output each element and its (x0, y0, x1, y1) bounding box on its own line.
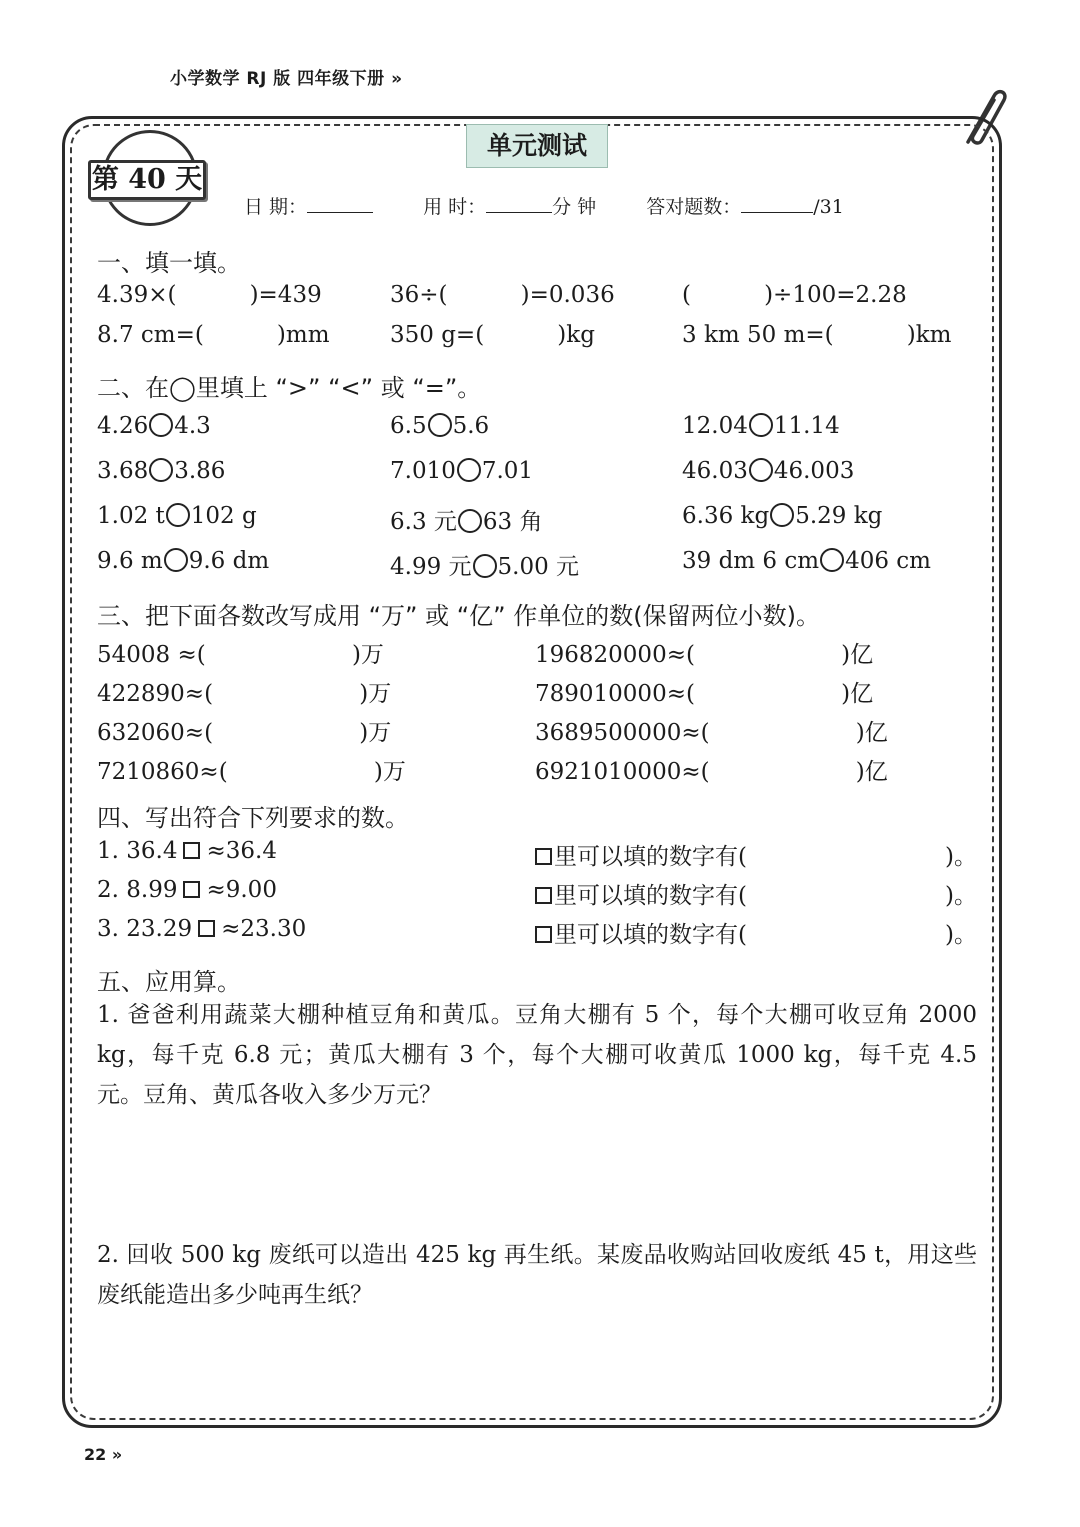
convert-row (97, 675, 977, 707)
compare-circle[interactable] (166, 503, 190, 527)
digit-answer-end[interactable]: )。 (945, 922, 977, 948)
compare-right: 102 g (190, 503, 257, 529)
compare-left: 39 dm 6 cm (682, 548, 820, 574)
digit-prompt: 里可以填的数字有( (554, 844, 747, 870)
section3-heading: 三、把下面各数改写成用 “万” 或 “亿” 作单位的数(保留两位小数)。 (97, 602, 820, 630)
digit-answer-end[interactable]: )。 (945, 883, 977, 909)
fill-item[interactable]: 350 g=( )kg (390, 322, 595, 348)
compare-right: 7.01 (481, 458, 534, 484)
digit-box[interactable] (183, 881, 200, 898)
convert-item[interactable]: 422890≈( )万 (97, 681, 392, 707)
compare-left: 46.03 (682, 458, 748, 484)
digit-item (97, 838, 277, 864)
digit-box[interactable] (198, 920, 215, 937)
digit-box-ref (535, 887, 552, 904)
digit-approx: ≈9.00 (206, 877, 277, 903)
fill-item[interactable]: 4.39×( )=439 (97, 282, 322, 308)
digit-number: 1. 36.4 (97, 838, 178, 864)
compare-left: 4.99 元 (390, 554, 472, 580)
compare-row (97, 413, 977, 445)
compare-item (390, 548, 579, 581)
section2-heading: 二、在◯里填上 “>” “<” 或 “=”。 (97, 374, 482, 402)
compare-circle[interactable] (458, 509, 482, 533)
word-problem-1: 1. 爸爸利用蔬菜大棚种植豆角和黄瓜。豆角大棚有 5 个，每个大棚可收豆角 2000 kg，每千克 6.8 元；黄瓜大棚有 3 个，每个大棚可收黄瓜 1000 kg，每千克 4.5 元。豆角、黄瓜各收入多少万元？ (97, 1002, 977, 1108)
compare-right: 46.003 (773, 458, 855, 484)
compare-item (682, 413, 840, 439)
digit-row (97, 916, 977, 948)
compare-row (97, 503, 977, 535)
compare-circle[interactable] (749, 458, 773, 482)
convert-item[interactable]: 6921010000≈( )亿 (535, 759, 888, 785)
compare-item (682, 548, 931, 574)
compare-circle[interactable] (164, 548, 188, 572)
digit-row (97, 838, 977, 870)
digit-prompt: 里可以填的数字有( (554, 922, 747, 948)
time-label: 用 时： (423, 196, 487, 218)
word-problem-2: 2. 回收 500 kg 废纸可以造出 425 kg 再生纸。某废品收购站回收废纸 45 t，用这些废纸能造出多少吨再生纸？ (97, 1242, 977, 1308)
time-unit: 分 钟 (552, 196, 597, 218)
compare-left: 6.36 kg (682, 503, 770, 529)
compare-right: 5.29 kg (795, 503, 883, 529)
compare-left: 6.5 (390, 413, 427, 439)
compare-item (390, 458, 533, 484)
digit-number: 3. 23.29 (97, 916, 193, 942)
digit-prompt: 里可以填的数字有( (554, 883, 747, 909)
compare-right: 406 cm (845, 548, 931, 574)
running-header: 小学数学 RJ 版 四年级下册 » (170, 69, 403, 89)
digit-number: 2. 8.99 (97, 877, 178, 903)
compare-item (682, 503, 882, 529)
digit-approx: ≈23.30 (221, 916, 307, 942)
compare-right: 11.14 (773, 413, 840, 439)
score-field[interactable] (741, 194, 813, 213)
convert-item[interactable]: 789010000≈( )亿 (535, 681, 874, 707)
section4-heading: 四、写出符合下列要求的数。 (97, 804, 409, 832)
section1-heading: 一、填一填。 (97, 249, 241, 277)
score-label: 答对题数： (646, 196, 742, 218)
compare-circle[interactable] (149, 458, 173, 482)
digit-box-ref (535, 926, 552, 943)
score-total: /31 (813, 196, 844, 218)
compare-right: 3.86 (174, 458, 226, 484)
compare-item (390, 503, 542, 536)
compare-row (97, 458, 977, 490)
fill-item[interactable]: 36÷( )=0.036 (390, 282, 615, 308)
compare-left: 1.02 t (97, 503, 165, 529)
date-field[interactable] (307, 194, 373, 213)
compare-right: 9.6 dm (188, 548, 270, 574)
compare-circle[interactable] (428, 413, 452, 437)
compare-item (390, 413, 489, 439)
section1-row (97, 282, 977, 314)
compare-item (682, 458, 854, 484)
compare-circle[interactable] (473, 554, 497, 578)
digit-item (97, 877, 277, 903)
compare-circle[interactable] (770, 503, 794, 527)
compare-item (97, 458, 225, 484)
digit-item (97, 916, 306, 942)
digit-row (97, 877, 977, 909)
convert-item[interactable]: 54008 ≈( )万 (97, 642, 384, 668)
meta-row (244, 192, 844, 219)
compare-left: 6.3 元 (390, 509, 457, 535)
day-badge-label: 第 40 天 (88, 160, 206, 200)
digit-answer-end[interactable]: )。 (945, 844, 977, 870)
page-title: 单元测试 (466, 124, 608, 168)
compare-circle[interactable] (457, 458, 481, 482)
convert-item[interactable]: 3689500000≈( )亿 (535, 720, 888, 746)
convert-item[interactable]: 196820000≈( )亿 (535, 642, 874, 668)
convert-row (97, 714, 977, 746)
date-label: 日 期： (244, 196, 308, 218)
digit-answer (535, 916, 747, 949)
compare-left: 4.26 (97, 413, 149, 439)
convert-item[interactable]: 7210860≈( )万 (97, 759, 406, 785)
compare-left: 12.04 (682, 413, 748, 439)
page-number: 22 » (84, 1445, 123, 1464)
compare-right: 4.3 (174, 413, 211, 439)
compare-left: 7.010 (390, 458, 456, 484)
fill-item[interactable]: 3 km 50 m=( )km (682, 322, 952, 348)
compare-right: 63 角 (482, 509, 543, 535)
convert-row (97, 753, 977, 785)
convert-item[interactable]: 632060≈( )万 (97, 720, 392, 746)
compare-right: 5.00 元 (497, 554, 580, 580)
compare-left: 9.6 m (97, 548, 163, 574)
section5-heading: 五、应用算。 (97, 968, 241, 996)
compare-circle[interactable] (820, 548, 844, 572)
digit-answer (535, 838, 747, 871)
compare-circle[interactable] (149, 413, 173, 437)
time-field[interactable] (486, 194, 552, 213)
convert-row (97, 636, 977, 668)
section1-row (97, 322, 977, 354)
digit-box[interactable] (183, 842, 200, 859)
compare-item (97, 548, 269, 574)
compare-item (97, 503, 257, 529)
compare-left: 3.68 (97, 458, 149, 484)
compare-right: 5.6 (452, 413, 490, 439)
compare-row (97, 548, 977, 580)
day-badge (88, 130, 213, 230)
fill-item[interactable]: 8.7 cm=( )mm (97, 322, 330, 348)
compare-circle[interactable] (749, 413, 773, 437)
digit-answer (535, 877, 747, 910)
digit-approx: ≈36.4 (206, 838, 277, 864)
fill-item[interactable]: ( )÷100=2.28 (682, 282, 907, 308)
digit-box-ref (535, 848, 552, 865)
compare-item (97, 413, 211, 439)
